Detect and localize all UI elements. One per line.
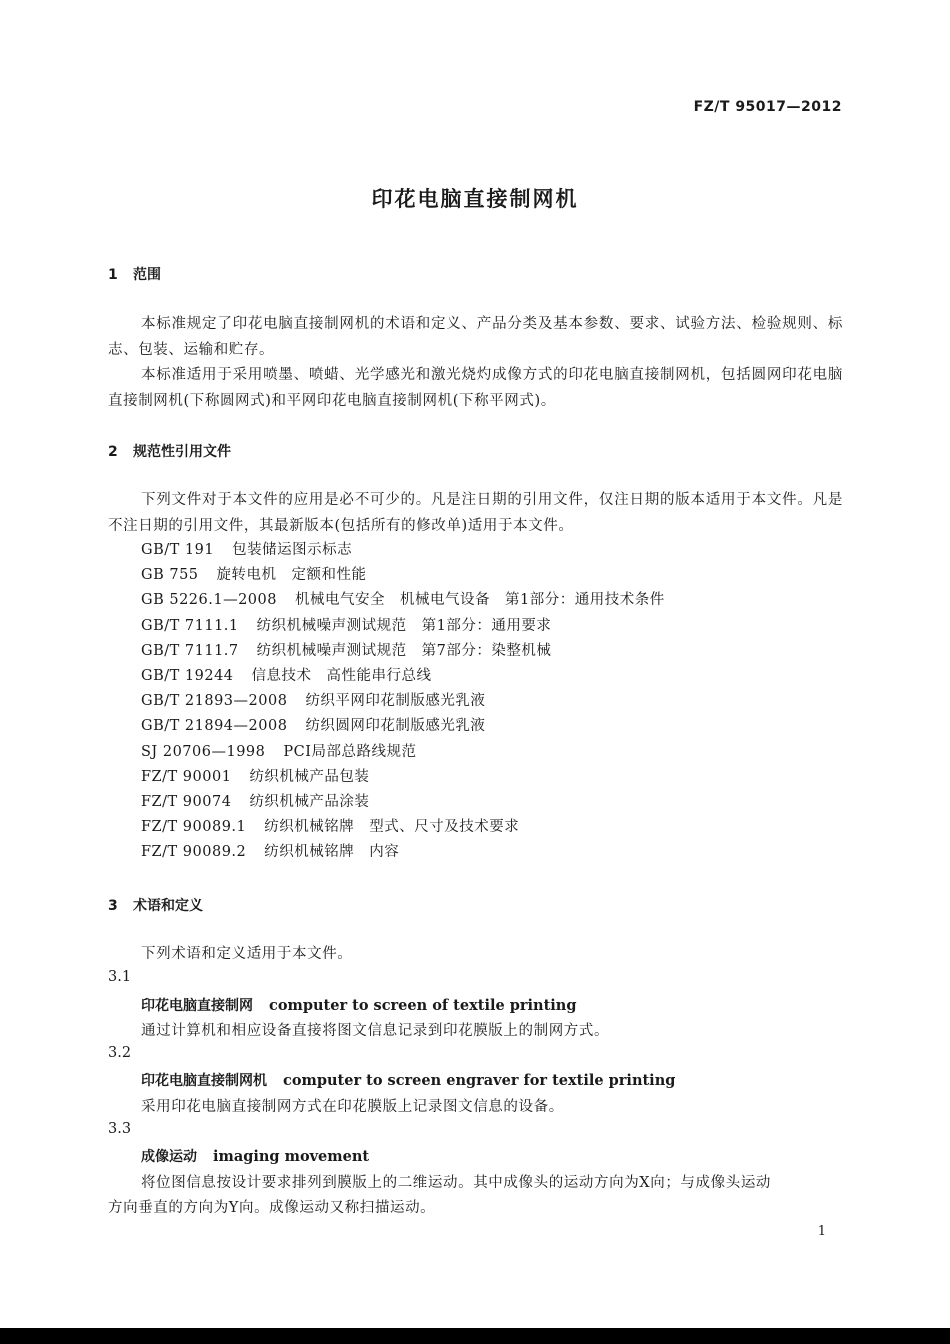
term-definition: 采用印花电脑直接制网方式在印花膜版上记录图文信息的设备。 <box>141 1099 564 1115</box>
section-title: 规范性引用文件 <box>133 444 231 460</box>
section-heading-terms <box>108 895 203 915</box>
term-chinese: 印花电脑直接制网机 <box>141 1073 267 1089</box>
term-chinese: 成像运动 <box>141 1149 197 1165</box>
section-title: 术语和定义 <box>133 898 203 914</box>
reference-item: SJ 20706—1998 PCI局部总路线规范 <box>141 743 417 760</box>
reference-item: GB/T 191 包装储运图示标志 <box>141 542 353 558</box>
term-number: 3.3 <box>108 1121 132 1137</box>
term-english: computer to screen of textile printing <box>269 997 577 1014</box>
term-definition: 通过计算机和相应设备直接将图文信息记录到印花膜版上的制网方式。 <box>141 1023 610 1039</box>
terms-intro: 下列术语和定义适用于本文件。 <box>141 946 353 962</box>
section-number: 1 <box>108 267 118 283</box>
reference-item: GB/T 7111.1 纺织机械噪声测试规范 第1部分：通用要求 <box>141 617 552 634</box>
reference-item: FZ/T 90089.1 纺织机械铭牌 型式、尺寸及技术要求 <box>141 819 520 836</box>
term-definition: 将位图信息按设计要求排列到膜版上的二维运动。其中成像头的运动方向为X向；与成像头运动 <box>141 1175 772 1191</box>
reference-item: FZ/T 90001 纺织机械产品包装 <box>141 768 370 785</box>
reference-item: GB 755 旋转电机 定额和性能 <box>141 567 367 584</box>
term-heading <box>141 1146 369 1166</box>
section-heading-normative-refs <box>108 441 231 461</box>
section-heading-scope <box>108 264 161 284</box>
reference-item: FZ/T 90074 纺织机械产品涂装 <box>141 793 370 810</box>
section-number: 2 <box>108 444 118 460</box>
term-number: 3.1 <box>108 969 132 985</box>
section-number: 3 <box>108 898 118 914</box>
page-number: 1 <box>817 1224 826 1239</box>
term-heading <box>141 995 576 1015</box>
term-english: imaging movement <box>213 1148 370 1165</box>
document-title: 印花电脑直接制网机 <box>371 187 579 211</box>
section-title: 范围 <box>133 267 161 283</box>
normative-refs-intro: 下列文件对于本文件的应用是必不可少的。凡是注日期的引用文件，仅注日期的版本适用于本文件。凡是不注日期的引用文件，其最新版本(包括所有的修改单)适用于本文件。 <box>108 492 843 534</box>
reference-item: GB 5226.1—2008 机械电气安全 机械电气设备 第1部分：通用技术条件 <box>141 592 665 609</box>
reference-item: FZ/T 90089.2 纺织机械铭牌 内容 <box>141 844 400 861</box>
standard-code: FZ/T 95017—2012 <box>693 99 842 115</box>
term-definition: 方向垂直的方向为Y向。成像运动又称扫描运动。 <box>108 1200 436 1216</box>
reference-item: GB/T 7111.7 纺织机械噪声测试规范 第7部分：染整机械 <box>141 642 552 659</box>
term-heading <box>141 1070 675 1090</box>
reference-item: GB/T 21893—2008 纺织平网印花制版感光乳液 <box>141 693 486 710</box>
scope-paragraph: 本标准规定了印花电脑直接制网机的术语和定义、产品分类及基本参数、要求、试验方法、检验规则、标志、包装、运输和贮存。 <box>108 316 843 358</box>
reference-list <box>141 538 665 865</box>
reference-item: GB/T 21894—2008 纺织圆网印花制版感光乳液 <box>141 718 486 735</box>
bottom-border-bar <box>0 1328 950 1344</box>
reference-item: GB/T 19244 信息技术 高性能串行总线 <box>141 667 432 684</box>
scope-paragraph: 本标准适用于采用喷墨、喷蜡、光学感光和激光烧灼成像方式的印花电脑直接制网机，包括圆网印花电脑直接制网机(下称圆网式)和平网印花电脑直接制网机(下称平网式)。 <box>108 367 843 409</box>
term-number: 3.2 <box>108 1045 132 1061</box>
term-english: computer to screen engraver for textile printing <box>283 1072 676 1089</box>
term-chinese: 印花电脑直接制网 <box>141 998 253 1014</box>
